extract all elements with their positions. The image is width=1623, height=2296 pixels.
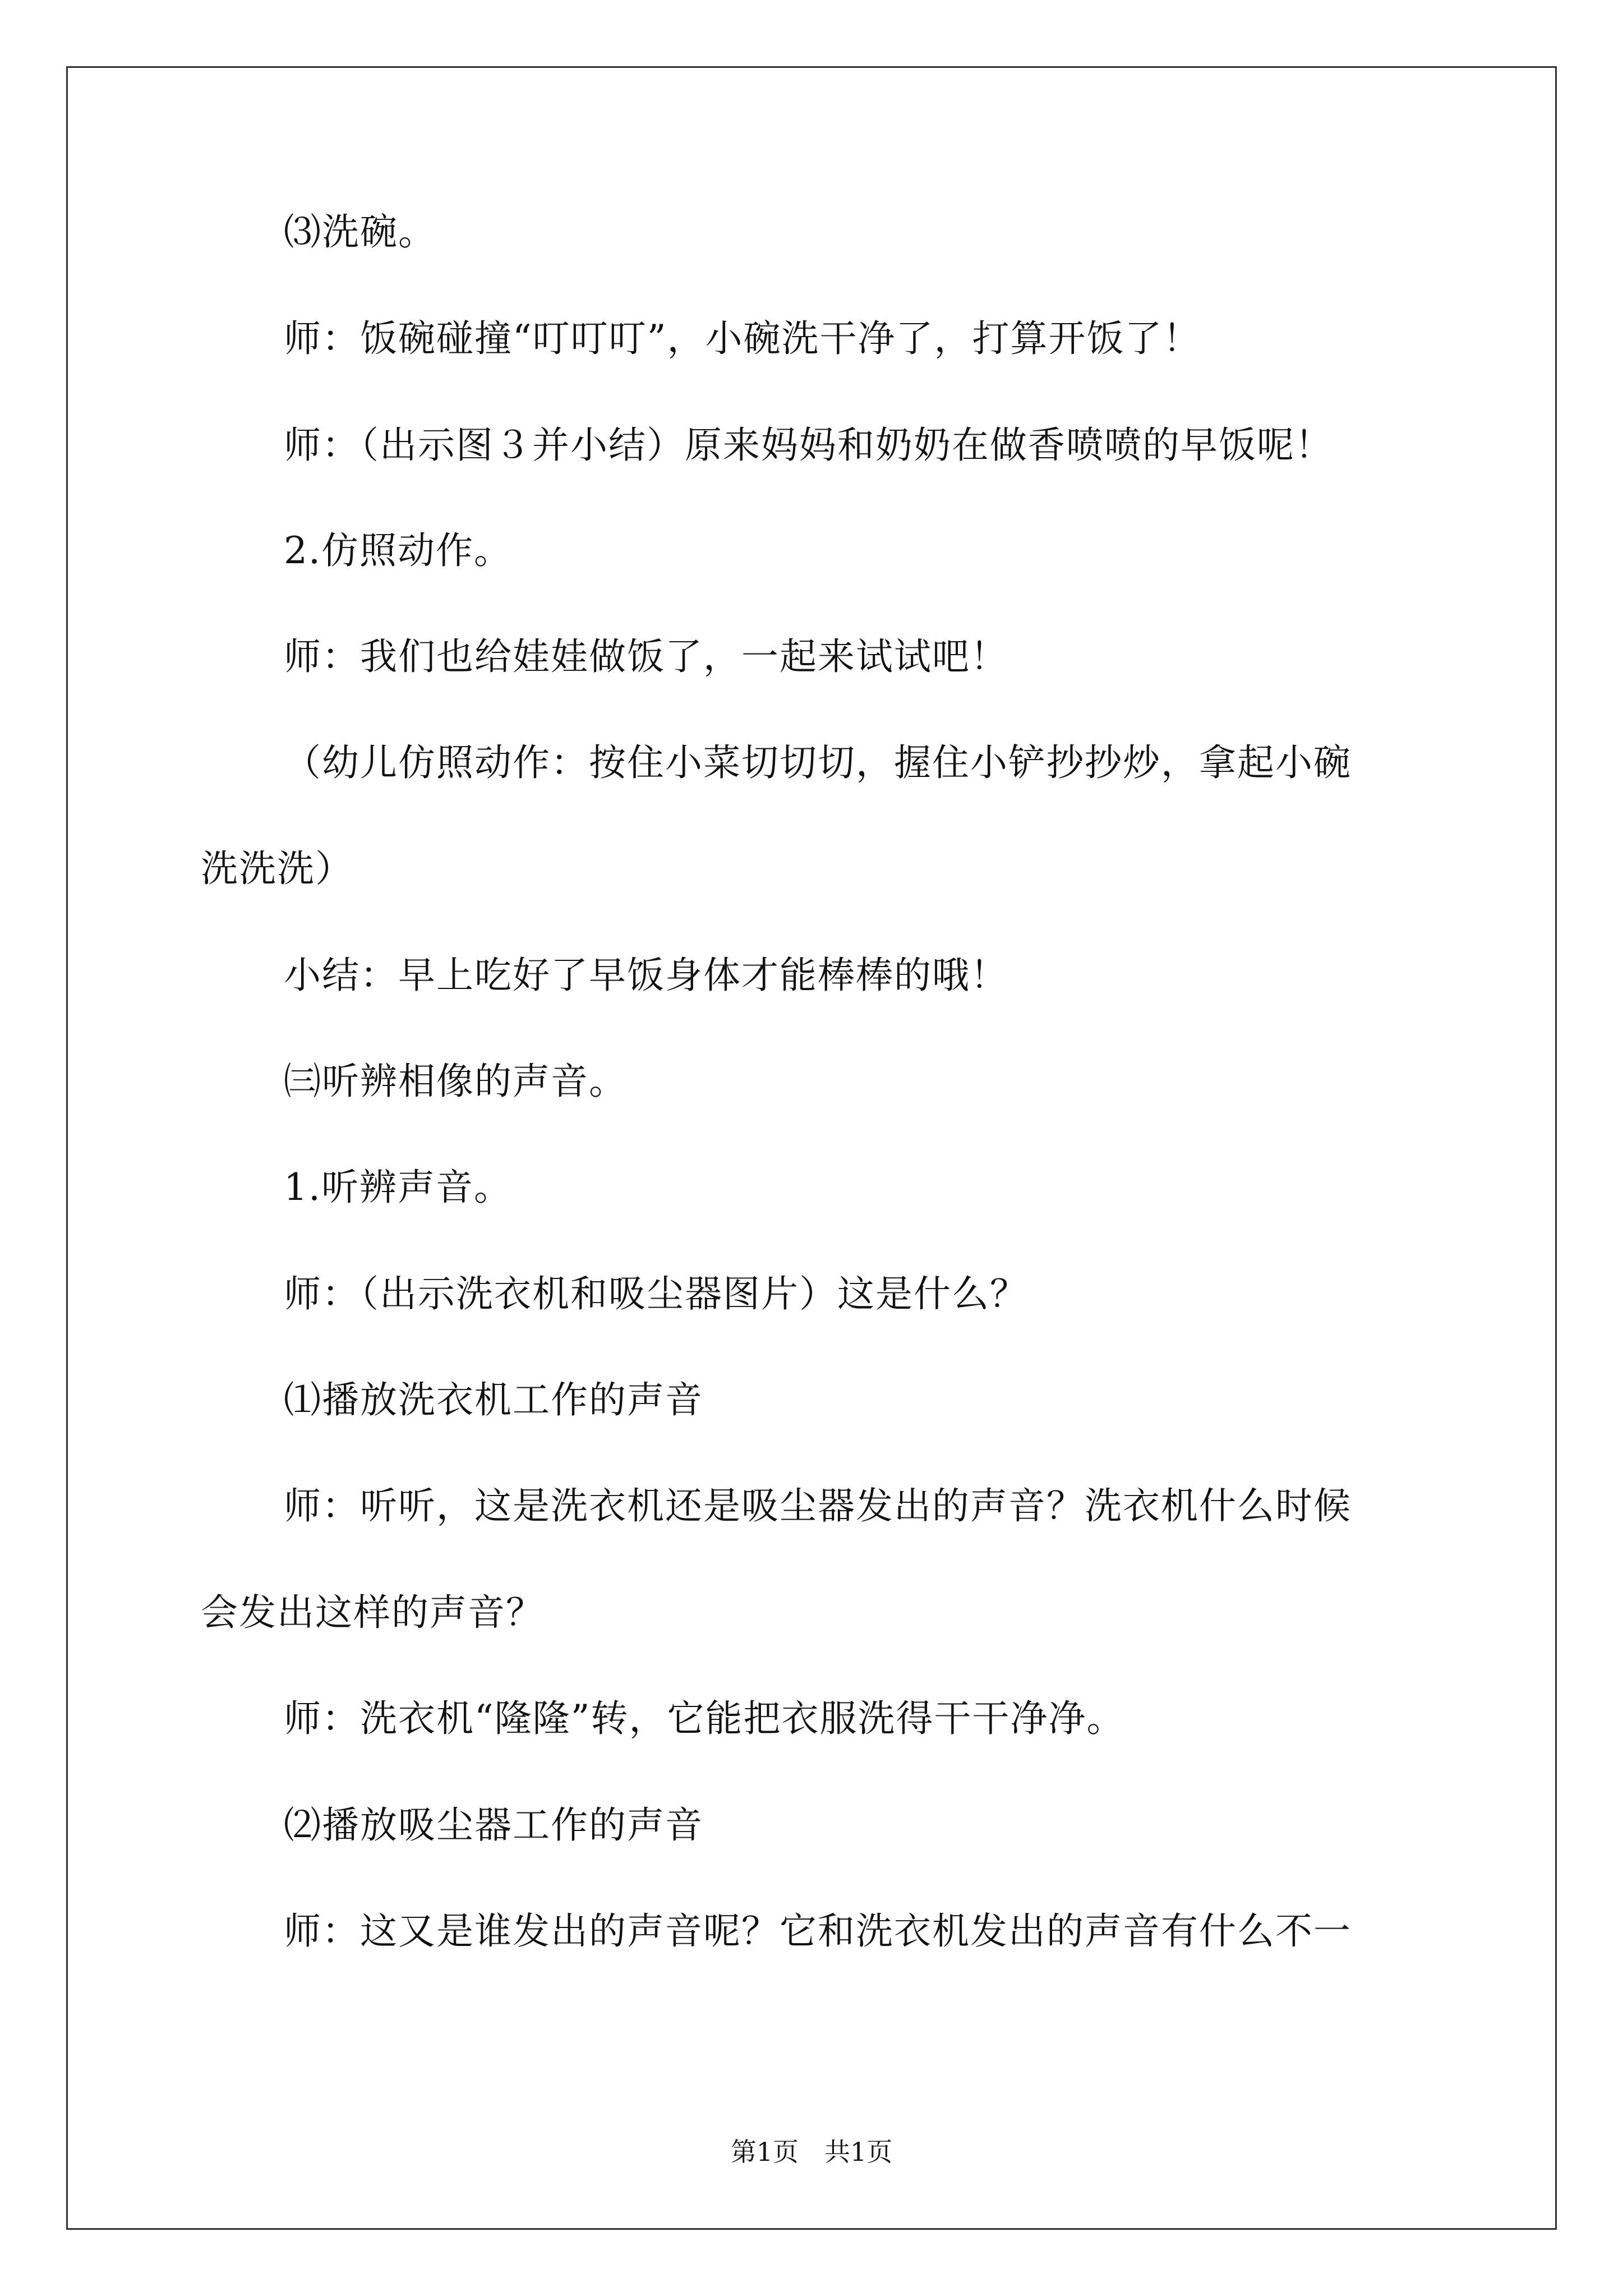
page-number-current: 第1页 xyxy=(730,2137,799,2167)
page-number-total: 共1页 xyxy=(824,2137,893,2167)
paragraph-teacher-who-makes-sound: 师：这又是谁发出的声音呢？它和洗衣机发出的声音有什么不一 xyxy=(284,1910,1352,1953)
paragraph-play-vacuum-sound: ⑵播放吸尘器工作的声音 xyxy=(284,1803,703,1847)
paragraph-teacher-listen-question-cont: 会发出这样的声音？ xyxy=(201,1591,544,1634)
paragraph-children-imitate-cont: 洗洗洗） xyxy=(201,847,353,890)
paragraph-teacher-washer-rumble: 师：洗衣机“隆隆”转，它能把衣服洗得干干净净。 xyxy=(284,1697,1125,1740)
paragraph-teacher-listen-question: 师：听听，这是洗衣机还是吸尘器发出的声音？洗衣机什么时候 xyxy=(284,1484,1352,1527)
paragraph-wash-bowls: ⑶洗碗。 xyxy=(284,210,436,254)
paragraph-listen-sounds-heading: 1.听辨声音。 xyxy=(284,1166,512,1209)
paragraph-teacher-show-appliances: 师：（出示洗衣机和吸尘器图片）这是什么？ xyxy=(284,1272,1028,1315)
paragraph-play-washer-sound: ⑴播放洗衣机工作的声音 xyxy=(284,1378,703,1421)
paragraph-section-3-heading: ㈢听辨相像的声音。 xyxy=(284,1060,627,1103)
paragraph-teacher-cook-for-doll: 师：我们也给娃娃做饭了，一起来试试吧！ xyxy=(284,635,1008,678)
paragraph-children-imitate: （幼儿仿照动作：按住小菜切切切，握住小铲抄抄炒，拿起小碗 xyxy=(284,741,1352,784)
paragraph-teacher-show-picture-3: 师：（出示图３并小结）原来妈妈和奶奶在做香喷喷的早饭呢！ xyxy=(284,424,1333,467)
paragraph-teacher-bowls-clean: 师：饭碗碰撞“叮叮叮”，小碗洗干净了，打算开饭了！ xyxy=(284,317,1201,360)
paragraph-imitate-actions-heading: 2.仿照动作。 xyxy=(284,529,512,572)
paragraph-summary-breakfast: 小结：早上吃好了早饭身体才能棒棒的哦！ xyxy=(284,954,1008,997)
page-border xyxy=(66,66,1557,2230)
page-footer xyxy=(0,2136,1623,2168)
